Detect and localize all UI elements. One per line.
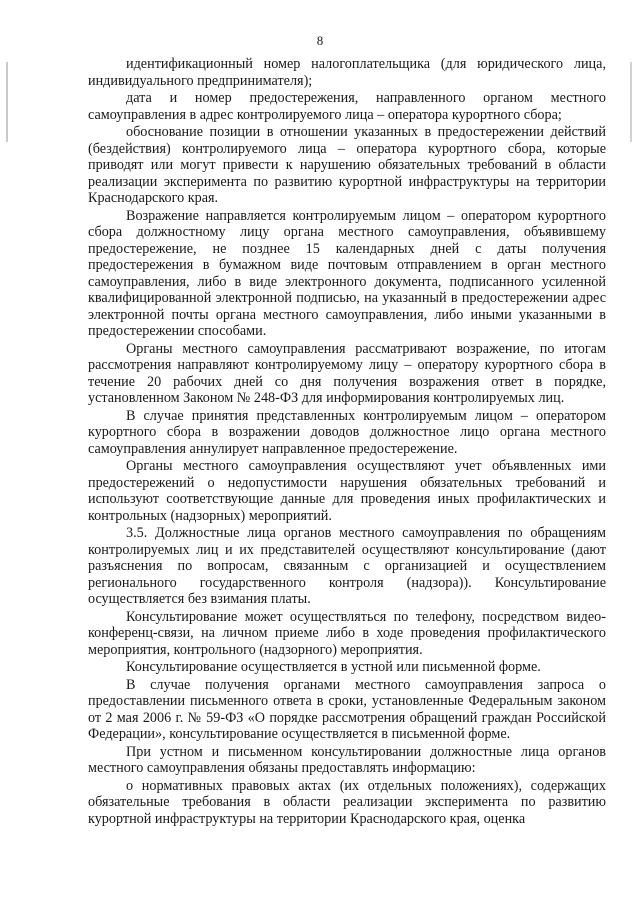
paragraph-warning-annulment: В случае принятия представленных контролируемым лицом – оператором курортного сбора в возражении доводов должностное лицо органа местного самоуправления аннулирует направленное предостережение.	[88, 407, 606, 457]
paragraph-objection-review: Органы местного самоуправления рассматривают возражение, по итогам рассмотрения направляют контролируемому лицу – оператору курортного сбора в течение 20 рабочих дней со дня получения возражения ответ в порядке, установленном Законом № 248-ФЗ для информирования контролируемых лиц.	[88, 340, 606, 406]
paragraph-information-duty: При устном и письменном консультировании должностные лица органов местного самоуправления обязаны предоставлять информацию:	[88, 743, 606, 776]
paragraph-written-response: В случае получения органами местного самоуправления запроса о предоставлении письменного ответа в сроки, установленные Федеральным законом от 2 мая 2006 г. № 59-ФЗ «О порядке рассмотрения обращений граждан Российской Федерации», консультирование осуществляется в письменной форме.	[88, 676, 606, 742]
scan-edge-mark-left	[6, 62, 8, 142]
paragraph-warning-accounting: Органы местного самоуправления осуществляют учет объявленных ими предостережений о недопустимости нарушения обязательных требований и используют соответствующие данные для проведения иных профилактических и контрольных (надзорных) мероприятий.	[88, 458, 606, 524]
paragraph-consulting-3-5: 3.5. Должностные лица органов местного самоуправления по обращениям контролируемых лиц и их представителей осуществляют консультирование (дают разъяснения по вопросам, связанным с организацией и осуществлением регионального государственного контроля (надзора)). Консультирование осуществляется без взимания платы.	[88, 525, 606, 607]
paragraph-objection-submission: Возражение направляется контролируемым лицом – оператором курортного сбора должностному лицу органа местного самоуправления, объявившему предостережение, не позднее 15 календарных дней с даты получения предостережения в бумажном виде почтовым отправлением в орган местного самоуправления, либо в виде электронного документа, подписанного усиленной квалифицированной электронной подписью, на указанный в предостережении адрес электронной почты органа местного самоуправления, либо иными указанными в предостережении способами.	[88, 207, 606, 339]
scan-edge-mark-right	[630, 62, 632, 142]
page-number: 8	[316, 33, 324, 48]
paragraph-consulting-forms: Консультирование осуществляется в устной или письменной форме.	[126, 659, 541, 675]
paragraph-taxpayer-id: идентификационный номер налогоплательщика (для юридического лица, индивидуального предпринимателя);	[88, 56, 606, 89]
paragraph-normative-acts: о нормативных правовых актах (их отдельных положениях), содержащих обязательные требования в области реализации эксперимента по развитию курортной инфраструктуры на территории Краснодарского края, оценка	[88, 777, 606, 827]
paragraph-warning-date-number: дата и номер предостережения, направленного органом местного самоуправления в адрес контролируемого лица – оператора курортного сбора;	[88, 90, 606, 123]
paragraph-consulting-channels: Консультирование может осуществляться по телефону, посредством видео-конференц-связи, на личном приеме либо в ходе проведения профилактического мероприятия, контрольного (надзорного) мероприятия.	[88, 608, 606, 658]
paragraph-position-justification: обоснование позиции в отношении указанных в предостережении действий (бездействия) контролируемого лица – оператора курортного сбора, которые приводят или могут привести к нарушению обязательных требований в области реализации эксперимента по развитию курортной инфраструктуры на территории Краснодарского края.	[88, 124, 606, 206]
body-text	[88, 56, 606, 828]
